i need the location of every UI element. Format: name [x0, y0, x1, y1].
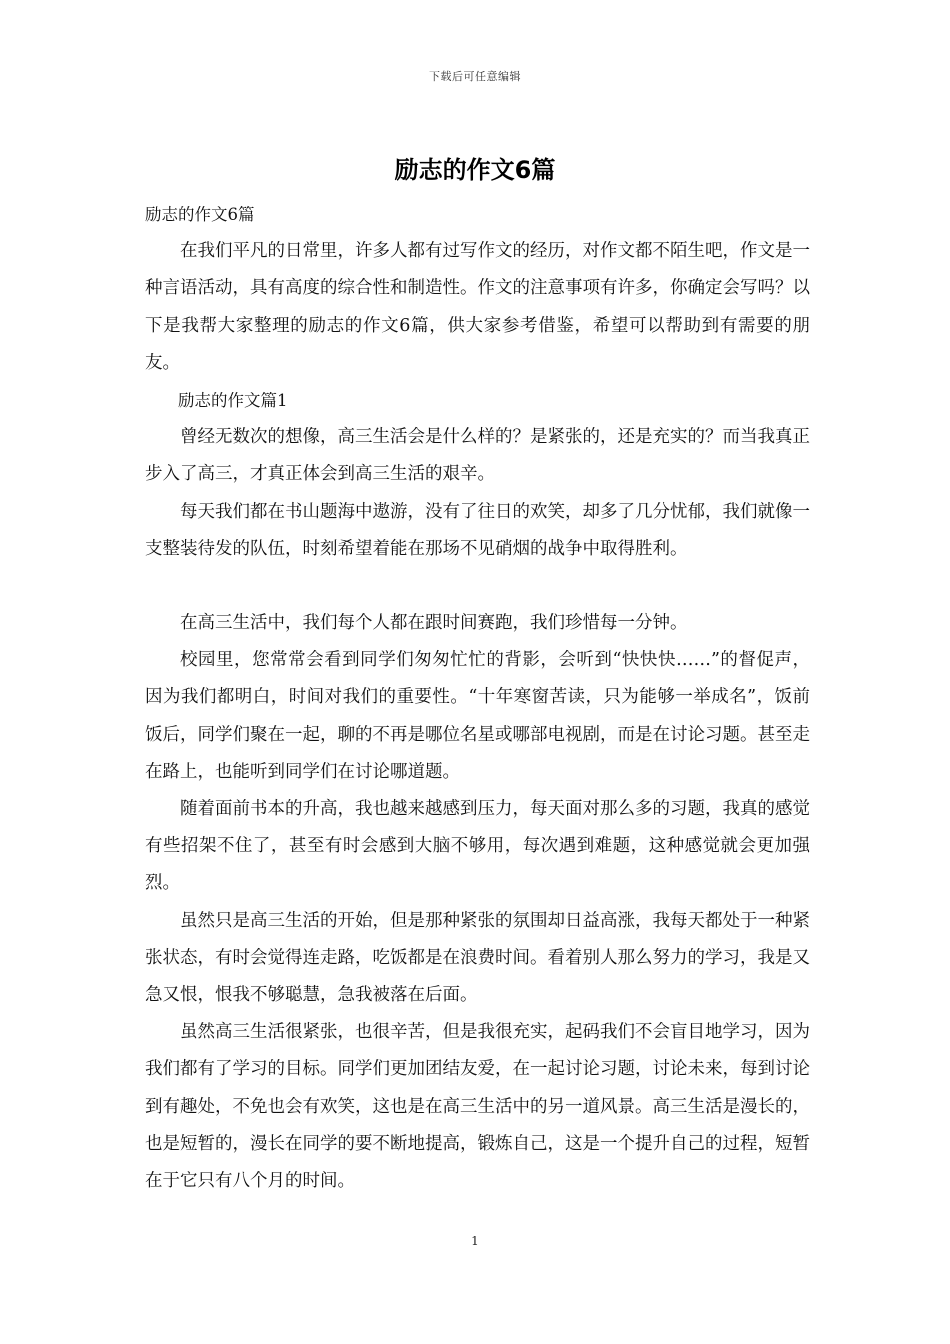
body-paragraph: 每天我们都在书山题海中遨游，没有了往日的欢笑，却多了几分忧郁，我们就像一支整装待发的队伍，时刻希望着能在那场不见硝烟的战争中取得胜利。 [145, 501, 810, 559]
intro-paragraph: 在我们平凡的日常里，许多人都有过写作文的经历，对作文都不陌生吧，作文是一种言语活动，具有高度的综合性和制造性。作文的注意事项有许多，你确定会写吗？以下是我帮大家整理的励志的作文6篇，供大家参考借鉴，希望可以帮助到有需要的朋友。 [145, 241, 810, 373]
document-subtitle: 励志的作文6篇 [145, 205, 255, 224]
document-body [145, 196, 810, 1200]
page-number: 1 [471, 1234, 479, 1248]
body-paragraph: 曾经无数次的想像，高三生活会是什么样的？是紧张的，还是充实的？而当我真正步入了高三，才真正体会到高三生活的艰辛。 [145, 427, 810, 485]
section-heading: 励志的作文篇1 [178, 391, 288, 411]
body-paragraph: 虽然高三生活很紧张，也很辛苦，但是我很充实，起码我们不会盲目地学习，因为我们都有了学习的目标。同学们更加团结友爱，在一起讨论习题，讨论未来，每到讨论到有趣处，不免也会有欢笑，这也是在高三生活中的另一道风景。高三生活是漫长的，也是短暂的，漫长在同学的要不断地提高，锻炼自己，这是一个提升自己的过程，短暂在于它只有八个月的时间。 [145, 1022, 810, 1192]
document-title: 励志的作文6篇 [394, 156, 556, 184]
body-paragraph: 校园里，您常常会看到同学们匆匆忙忙的背影，会听到“快快快……”的督促声，因为我们都明白，时间对我们的重要性。“十年寒窗苦读，只为能够一举成名”，饭前饭后，同学们聚在一起，聊的不再是哪位名星或哪部电视剧，而是在讨论习题。甚至走在路上，也能听到同学们在讨论哪道题。 [145, 650, 810, 782]
body-paragraph: 随着面前书本的升高，我也越来越感到压力，每天面对那么多的习题，我真的感觉有些招架不住了，甚至有时会感到大脑不够用，每次遇到难题，这种感觉就会更加强烈。 [145, 799, 810, 894]
body-paragraph: 虽然只是高三生活的开始，但是那种紧张的氛围却日益高涨，我每天都处于一种紧张状态，有时会觉得连走路，吃饭都是在浪费时间。看着别人那么努力的学习，我是又急又恨，恨我不够聪慧，急我被落在后面。 [145, 910, 810, 1006]
download-editable-note: 下载后可任意编辑 [429, 70, 521, 83]
body-paragraph: 在高三生活中，我们每个人都在跟时间赛跑，我们珍惜每一分钟。 [180, 613, 688, 634]
